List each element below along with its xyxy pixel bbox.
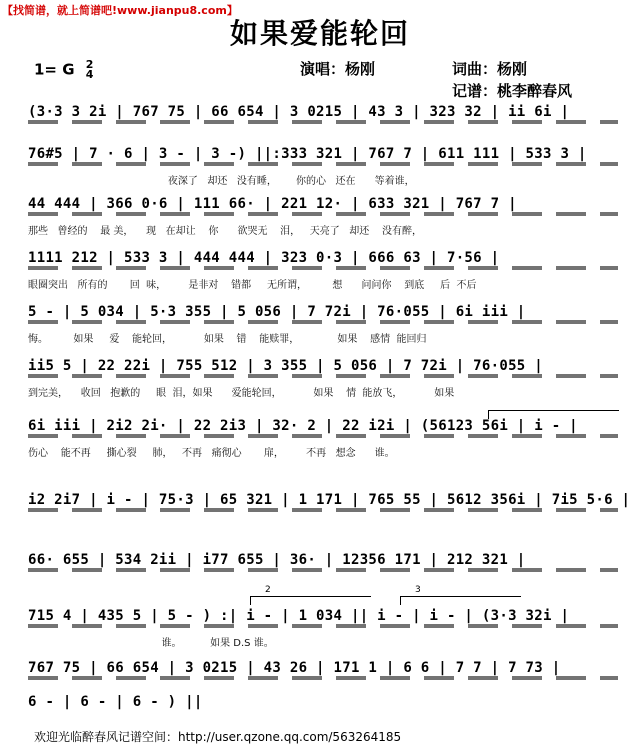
transcriber-credit: 记谱：桃李醉春风 <box>452 82 573 100</box>
notation-line: 5 - | 5 034 | 5·3 355 | 5 056 | 7 72i | 76·055 | 6i iii | <box>28 304 526 320</box>
lyric-line: 谁。 如果 D.S 谁。 <box>28 638 274 649</box>
beam-lines <box>28 676 618 680</box>
beam-lines <box>28 120 618 124</box>
notation-line: 1111 212 | 533 3 | 444 444 | 323 0·3 | 666 63 | 7·56 | <box>28 250 500 266</box>
notation-line: 6i iii | 2i2 2i· | 22 2i3 | 32· 2 | 22 i2i | (56123 56i | i - | <box>28 418 578 434</box>
beam-lines <box>28 624 618 628</box>
notation-line: 715 4 | 435 5 | 5 - ) :| i - | 1 034 || i - | i - | (3·3 32i | <box>28 608 570 624</box>
beam-lines <box>28 374 618 378</box>
notation-line: 76#5 | 7 · 6 | 3 - | 3 -) ||:333 321 | 767 7 | 611 111 | 533 3 | <box>28 146 587 162</box>
ending-bracket-1: 2 <box>250 596 371 605</box>
notation-line: (3·3 3 2i | 767 75 | 66 654 | 3 0215 | 43 3 | 323 32 | ii 6i | <box>28 104 570 120</box>
lyric-line: 到完美， 收回 抱歉的 眼 泪，如果 爱能轮回， 如果 情 能放飞， 如果 <box>28 388 455 399</box>
notation-line: ii5 5 | 22 22i | 755 512 | 3 355 | 5 056 | 7 72i | 76·055 | <box>28 358 543 374</box>
notation-line: 66· 655 | 534 2ii | i77 655 | 36· | 12356 171 | 212 321 | <box>28 552 526 568</box>
lyric-line: 悔。 如果 爱 能轮回， 如果 错 能赎罪， 如果 感情 能回归 <box>28 334 427 345</box>
notation-line: i2 2i7 | i - | 75·3 | 65 321 | 1 171 | 765 55 | 5612 356i | 7i5 5·6 | <box>28 492 631 508</box>
song-title: 如果爱能轮回 <box>229 17 410 50</box>
notation-line: 767 75 | 66 654 | 3 0215 | 43 26 | 171 1 | 6 6 | 7 7 | 7 73 | <box>28 660 561 676</box>
composer-credit: 词曲：杨刚 <box>452 60 528 78</box>
lyric-line: 那些 曾经的 最 美， 现 在却让 你 欲哭无 泪， 天亮了 却还 没有醉， <box>28 226 422 237</box>
ending-bracket-2: 3 <box>400 596 521 605</box>
lyric-line: 伤心 能不再 撕心裂 肺， 不再 痛彻心 扉， 不再 想念 谁。 <box>28 448 395 459</box>
footer-link[interactable]: 欢迎光临醉春风记谱空间：http://user.qzone.qq.com/563264185 <box>34 730 402 744</box>
notation-line: 44 444 | 366 0·6 | 111 66· | 221 12· | 633 321 | 767 7 | <box>28 196 517 212</box>
lyric-line: 眼圈突出 所有的 回 味， 是非对 错都 无所谓， 想 问问你 到底 后 不后 <box>28 280 477 291</box>
beam-lines <box>28 162 618 166</box>
beam-lines <box>28 320 618 324</box>
time-bottom: 4 <box>85 68 94 81</box>
beam-lines <box>28 568 618 572</box>
beam-lines <box>28 434 618 438</box>
time-signature <box>86 60 94 80</box>
lyric-line: 夜深了 却还 没有睡， 你的心 还在 等着谁， <box>28 176 415 187</box>
beam-lines <box>28 266 618 270</box>
key-signature <box>34 60 93 80</box>
time-top: 2 <box>85 58 94 71</box>
site-banner[interactable]: 【找简谱，就上简谱吧!www.jianpu8.com】 <box>2 4 238 17</box>
singer-credit: 演唱：杨刚 <box>300 60 376 78</box>
key-label: 1= G <box>34 60 75 79</box>
beam-lines <box>28 508 618 512</box>
beam-lines <box>28 212 618 216</box>
notation-line: 6 - | 6 - | 6 - ) || <box>28 694 203 710</box>
